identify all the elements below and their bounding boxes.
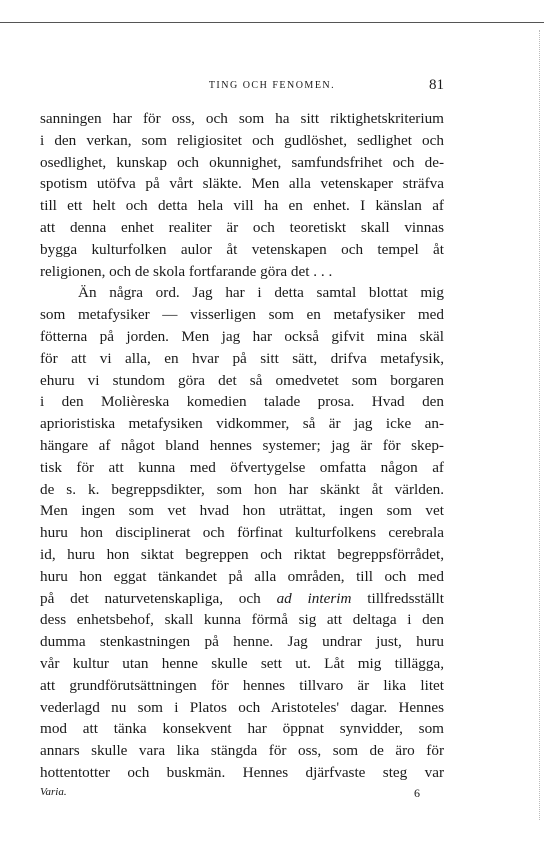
sheet-number: 6 <box>414 786 420 800</box>
text-line: vederlagd nu som i Platos och Aristoteles' dagar. Hennes <box>40 698 444 716</box>
text-line: Men ingen som vet hvad hon uträttat, ingen som vet <box>40 502 444 520</box>
text-line: för att vi alla, en hvar på sitt sätt, drifva metafysik, <box>40 349 444 367</box>
text-line: mod att tänka konsekvent har öppnat synvidder, som <box>40 720 444 738</box>
text-line: huru hon disciplinerat och förfinat kulturfolkens cerebrala <box>40 524 444 542</box>
text-segment: tillfredsställt <box>367 589 445 607</box>
page-number: 81 <box>429 77 444 93</box>
text-line: dess enhetsbehof, skall kunna förmå sig att deltaga i den <box>40 611 444 629</box>
signature-mark: Varia. <box>40 786 67 798</box>
page-edge <box>538 30 540 820</box>
text-line: annars skulle vara lika stängda för oss, som de äro för <box>40 742 444 760</box>
text-line: att denna enhet realiter är och teoretiskt skall vinnas <box>40 218 444 236</box>
text-line: att grundförutsättningen för hennes tillvaro är lika litet <box>40 676 444 694</box>
text-line: i den Molièreska komedien talade prosa. Hvad den <box>40 393 444 411</box>
text-line: spotism utöfva på vårt släkte. Men alla vetenskaper sträfva <box>40 175 444 193</box>
paragraph-end-line: religionen, och de skola fortfarande göra det . . . <box>40 262 333 280</box>
text-line: fötterna på jorden. Men jag har också gifvit mina skäl <box>40 327 444 345</box>
text-line: ehuru vi stundom göra det så omedvetet som borgaren <box>40 371 444 389</box>
top-rule <box>0 22 544 23</box>
text-line: hottentotter och buskmän. Hennes djärfvaste steg var <box>40 763 444 781</box>
text-line: dumma stenkastningen på henne. Jag undrar just, huru <box>40 633 444 651</box>
text-line: till ett helt och detta hela vill ha en enhet. I känslan af <box>40 197 444 215</box>
paragraph-start-line: Än några ord. Jag har i detta samtal blottat mig <box>78 284 444 302</box>
text-line-with-italic <box>40 588 444 610</box>
text-line: huru hon eggat tänkandet på alla områden, till och med <box>40 567 444 585</box>
text-line: hängare af något bland hennes systemer; jag är för skep- <box>40 436 444 454</box>
text-line: sanningen har för oss, och som ha sitt riktighetskriterium <box>40 110 444 127</box>
text-line: i den verkan, som religiositet och gudlöshet, sedlighet och <box>40 131 444 149</box>
text-line: id, huru hon siktat begreppen och riktat begreppsförrådet, <box>40 545 444 563</box>
text-line: bygga kulturfolken aulor åt vetenskapen och tempel åt <box>40 240 444 258</box>
text-segment: på det naturvetenskapliga, och <box>40 589 261 607</box>
text-line: tisk för att kunna med öfvertygelse omfatta någon af <box>40 458 444 476</box>
running-head: TING OCH FENOMEN. <box>208 80 336 91</box>
text-line: som metafysiker — visserligen som en metafysiker med <box>40 306 444 324</box>
text-line: vår kultur utan henne skulle sett ut. Låt mig tillägga, <box>40 654 444 672</box>
italic-phrase: ad interim <box>276 589 352 607</box>
text-line: aprioristiska metafysiken vidkommer, så är jag icke an- <box>40 415 444 433</box>
body-text <box>40 108 444 784</box>
text-line: de s. k. begreppsdikter, som hon har skänkt åt världen. <box>40 480 444 498</box>
text-line: osedlighet, kunskap och okunnighet, samfundsfrihet och de- <box>40 153 444 171</box>
